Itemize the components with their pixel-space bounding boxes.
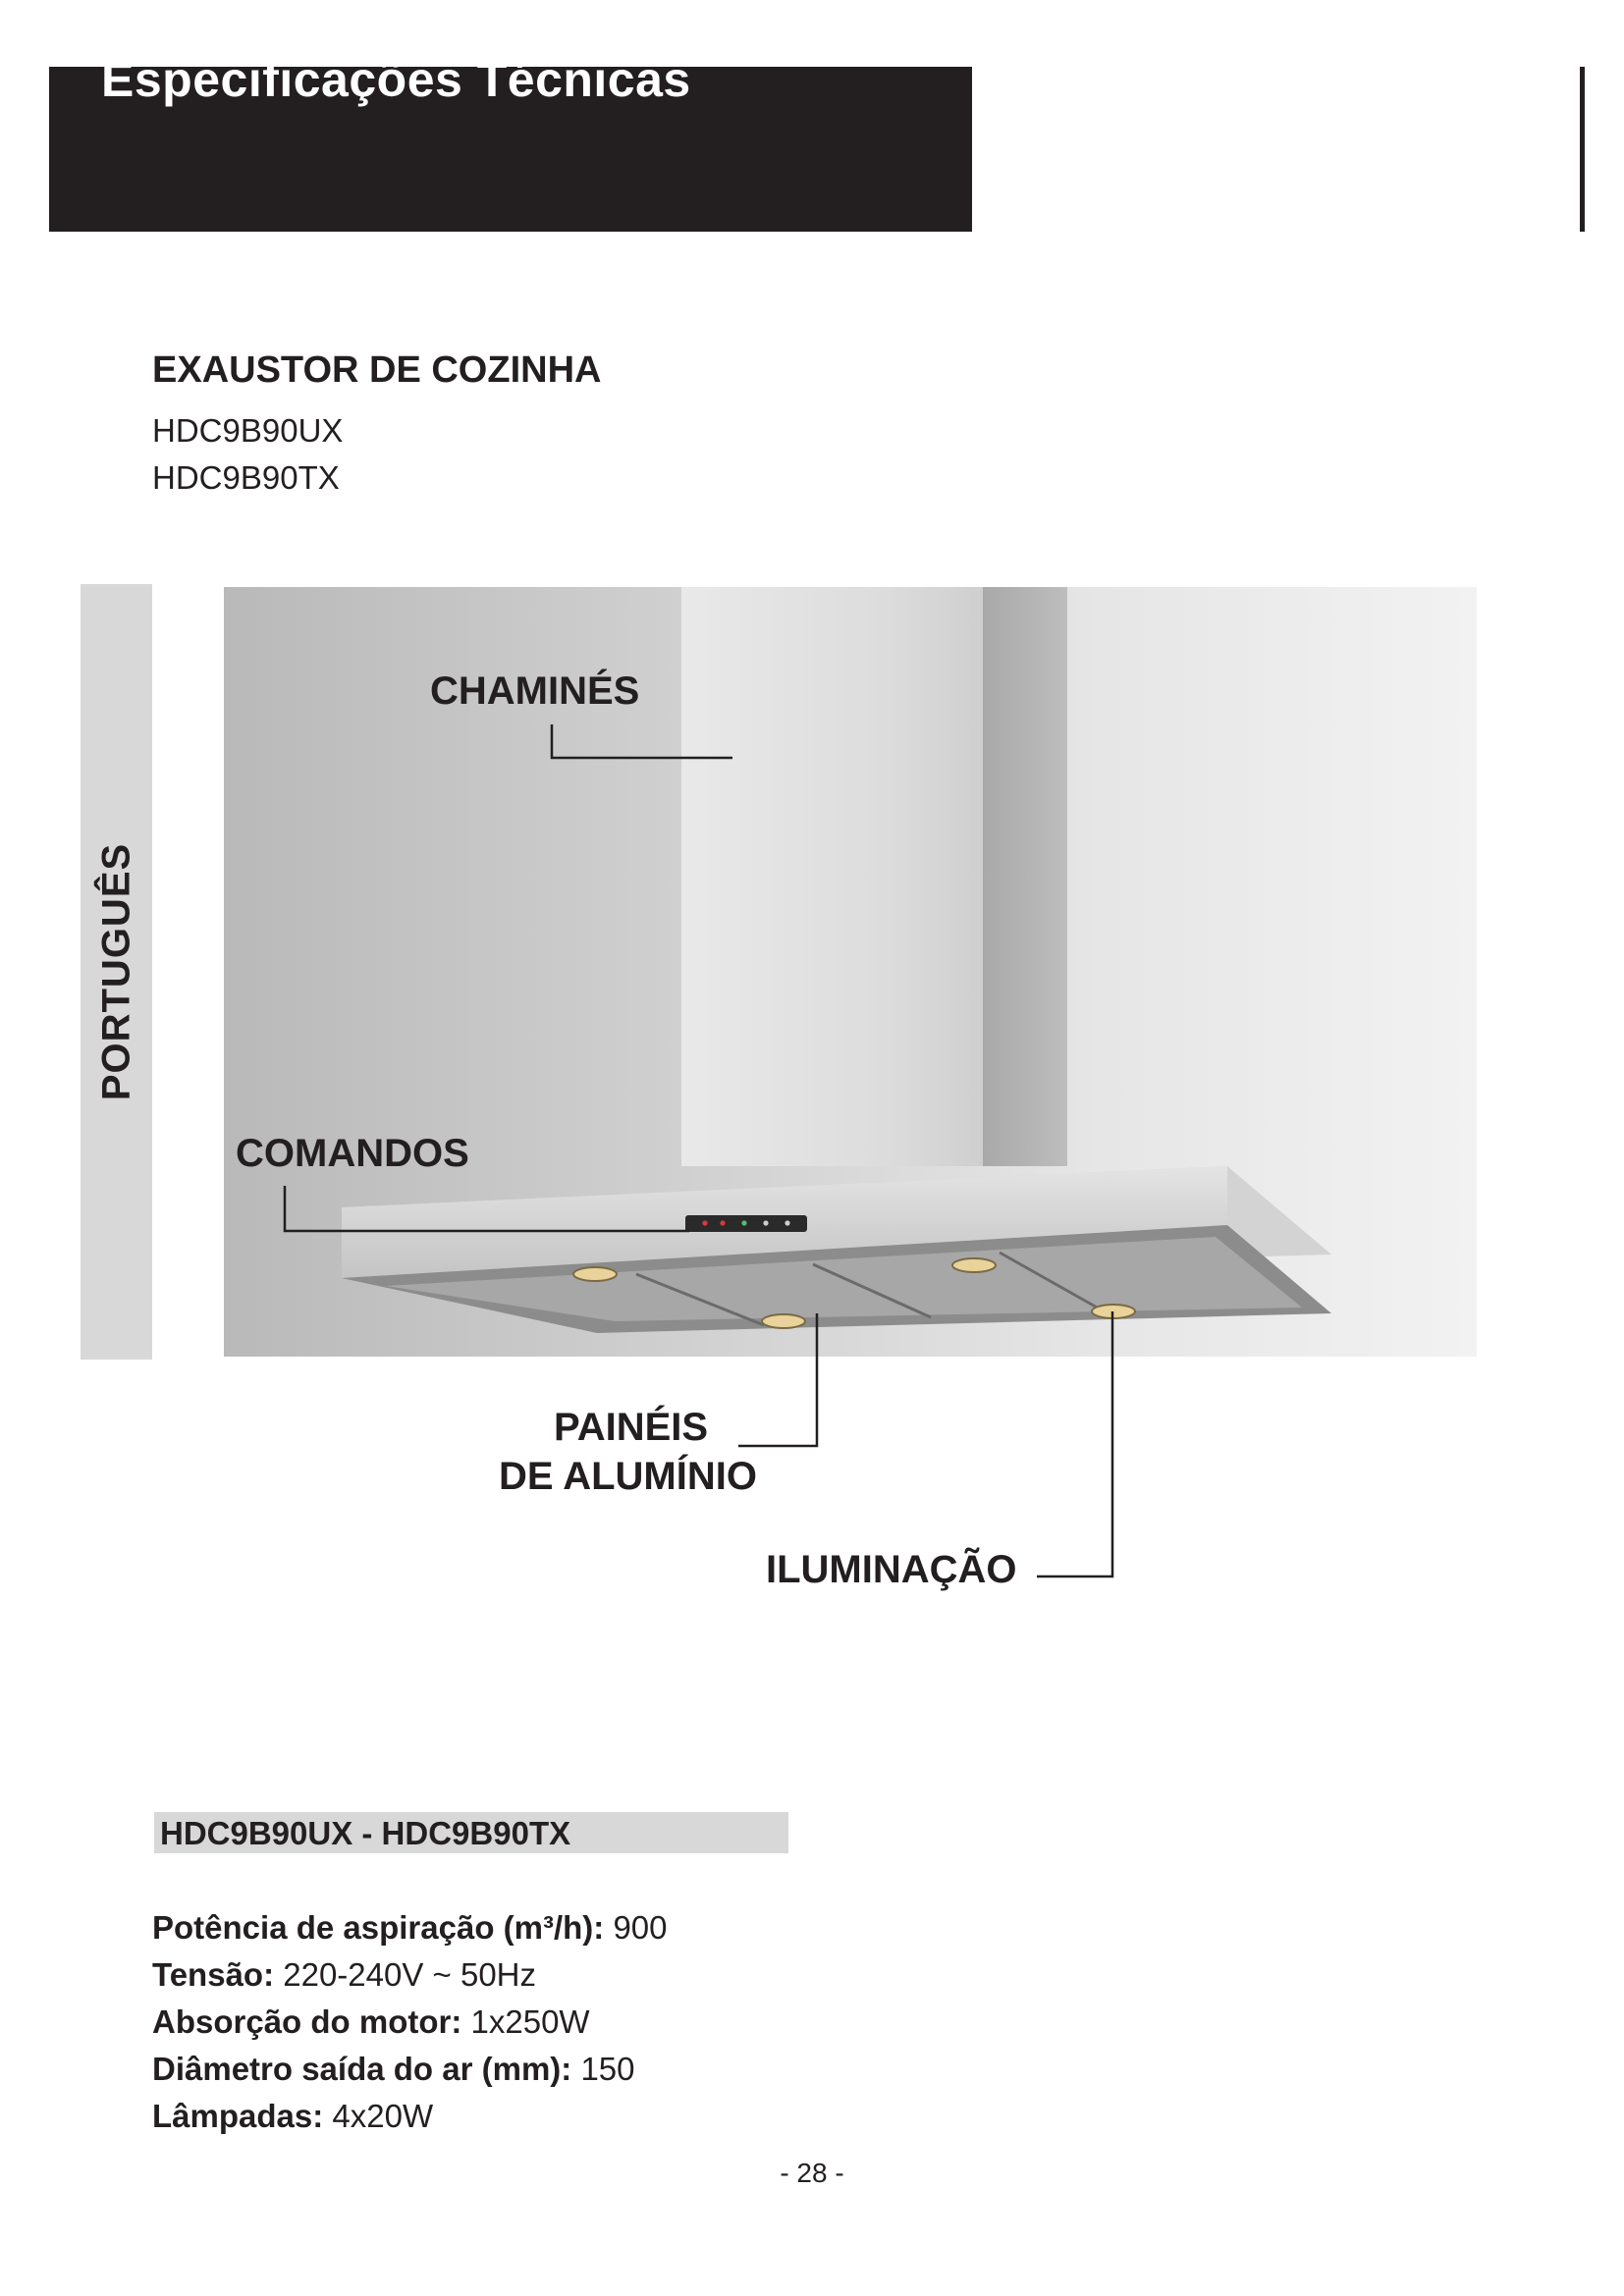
panels-label-line2: DE ALUMÍNIO: [499, 1455, 757, 1498]
spec-row: [152, 1951, 668, 1999]
page-title: Especificações Técnicas: [101, 52, 691, 107]
spec-heading: [154, 1812, 788, 1853]
spec-row: [152, 1904, 668, 1951]
lighting-label: ILUMINAÇÃO: [766, 1548, 1017, 1591]
spec-heading-text: HDC9B90UX - HDC9B90TX: [160, 1815, 571, 1851]
page-number: - 28 -: [780, 2158, 844, 2188]
range-hood-illustration: [224, 587, 1477, 1357]
chimney-label: CHAMINÉS: [430, 669, 640, 713]
spec-value: 150: [580, 2051, 635, 2087]
panels-label-line1: PAINÉIS: [554, 1406, 709, 1449]
spec-row: [152, 2093, 668, 2140]
product-title: EXAUSTOR DE COZINHA: [152, 349, 602, 391]
spec-key: Diâmetro saída do ar (mm):: [152, 2051, 572, 2087]
spec-row: [152, 2046, 668, 2093]
spec-key: Lâmpadas:: [152, 2098, 324, 2134]
model-code: HDC9B90TX: [152, 459, 340, 496]
spec-list: [152, 1904, 668, 2140]
spec-key: Potência de aspiração (m³/h):: [152, 1909, 605, 1946]
model-code: HDC9B90UX: [152, 412, 344, 449]
spec-key: Absorção do motor:: [152, 2003, 462, 2040]
spec-key: Tensão:: [152, 1956, 275, 1993]
spec-value: 220-240V ~ 50Hz: [283, 1956, 537, 1993]
language-tab-label: PORTUGUÊS: [94, 842, 138, 1101]
spec-value: 900: [613, 1909, 668, 1946]
spec-row: [152, 1999, 668, 2046]
controls-label: COMANDOS: [236, 1132, 469, 1175]
spec-value: 4x20W: [332, 2098, 434, 2134]
corner-mark: [1580, 67, 1585, 232]
spec-value: 1x250W: [470, 2003, 590, 2040]
product-photo: [224, 587, 1477, 1357]
